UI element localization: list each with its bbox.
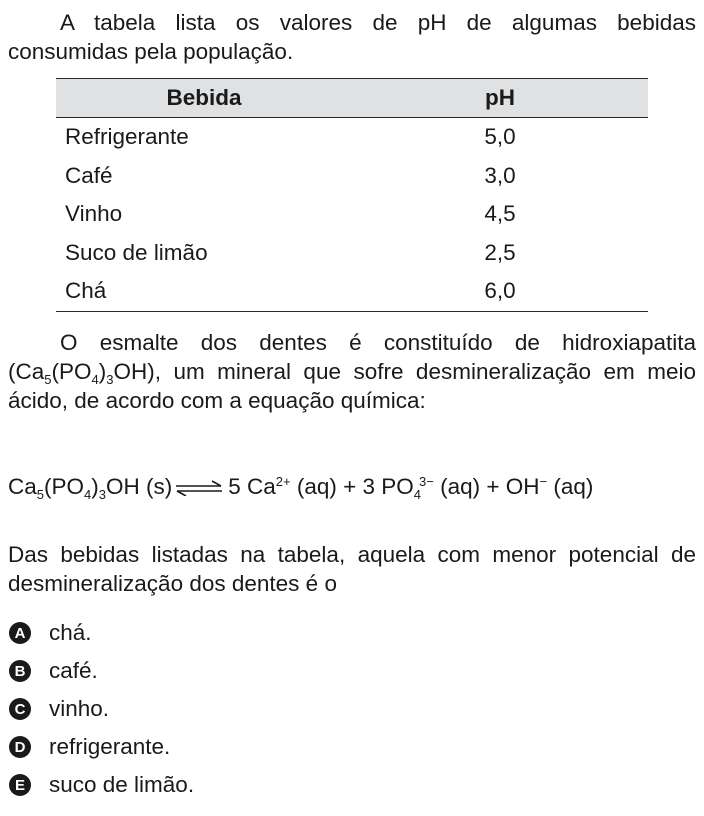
header-bebida: Bebida: [56, 79, 352, 118]
cell-bebida: Chá: [56, 272, 352, 311]
cell-ph: 5,0: [484, 124, 516, 150]
letter-c-icon: C: [9, 698, 31, 720]
letter-d-icon: D: [9, 736, 31, 758]
ph-table: [56, 78, 648, 312]
cell-bebida: Suco de limão: [65, 239, 208, 265]
enamel-paragraph: O esmalte dos dentes é constituído de hidroxiapatita $(Ca_5(PO_4)_3OH)$, um mineral que sofre desmineralização em meio ácido, de acordo com a equação química:: [8, 330, 696, 413]
cell-bebida: Refrigerante: [65, 124, 189, 150]
header-ph: pH: [352, 79, 648, 118]
option-b[interactable]: [9, 652, 194, 690]
answer-options: [9, 614, 194, 804]
table-row: [56, 195, 648, 234]
cell-bebida: Vinho: [65, 201, 123, 227]
chemical-equation: $Ca_5(PO_4)_3OH$ (s) 5 $Ca^{2+}$ (aq) + 3 $PO_4^{3-}$ (aq) + OH− (aq): [8, 474, 594, 502]
table-header-row: [56, 79, 648, 118]
cell-ph: 3,0: [484, 162, 516, 188]
option-e[interactable]: [9, 766, 194, 804]
option-c[interactable]: [9, 690, 194, 728]
hydroxyapatite-formula: $(Ca_5(PO_4)_3OH)$: [8, 359, 155, 387]
equilibrium-arrow-icon: [174, 480, 224, 496]
option-text: vinho.: [49, 696, 110, 721]
letter-e-icon: E: [9, 774, 31, 796]
table-row: [56, 234, 648, 273]
letter-b-icon: B: [9, 660, 31, 682]
letter-a-icon: A: [9, 622, 31, 644]
cell-ph: 4,5: [484, 201, 516, 227]
cell-bebida: Café: [65, 162, 113, 188]
option-text: suco de limão.: [49, 772, 195, 797]
option-d[interactable]: [9, 728, 194, 766]
cell-ph: 6,0: [352, 272, 648, 311]
question-paragraph: Das bebidas listadas na tabela, aquela com menor potencial de desmineralização dos dentes é o: [8, 542, 696, 596]
table-row: [56, 118, 648, 157]
cell-ph: 2,5: [484, 239, 516, 265]
option-text: chá.: [49, 620, 92, 645]
option-a[interactable]: [9, 614, 194, 652]
table-row: [56, 157, 648, 196]
option-text: refrigerante.: [49, 734, 171, 759]
intro-paragraph: A tabela lista os valores de pH de algumas bebidas consumidas pela população.: [8, 10, 696, 64]
option-text: café.: [49, 658, 98, 683]
table-row: [56, 272, 648, 311]
